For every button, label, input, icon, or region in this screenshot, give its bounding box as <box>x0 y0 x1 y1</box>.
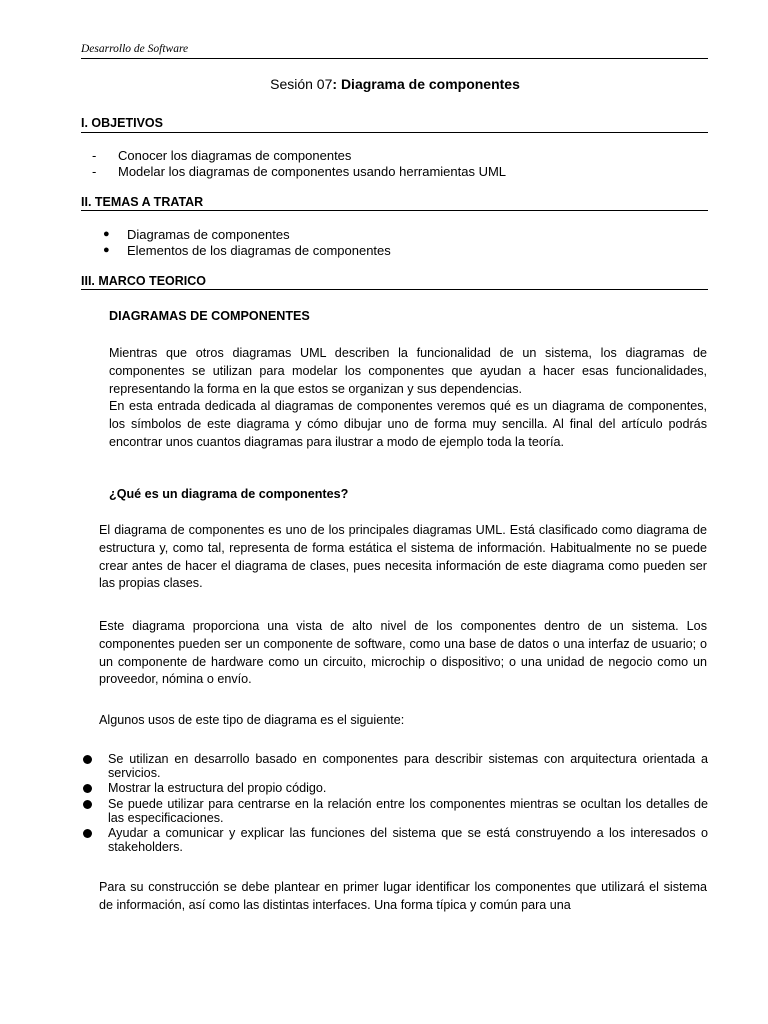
section-temas-rule <box>81 210 708 211</box>
bullet-icon <box>83 755 92 764</box>
list-item <box>92 164 506 180</box>
section-objetivos-rule <box>81 132 708 133</box>
section-marco-heading: III. MARCO TEORICO <box>81 274 206 288</box>
list-marker: - <box>92 148 97 163</box>
bullet-icon: ● <box>103 243 110 256</box>
list-item <box>103 227 391 243</box>
section-marco-rule <box>81 289 708 290</box>
bullet-icon <box>83 784 92 793</box>
list-item <box>103 243 391 259</box>
intro-paragraph-2: En esta entrada dedicada al diagramas de componentes veremos qué es un diagrama de componentes, los símbolos de este diagrama y cómo dibujar uno de forma muy sencilla. Al final del artículo podrás encontrar unos cuantos diagramas para ilustrar a modo de ejemplo toda la teoría. <box>109 399 707 449</box>
title-main: : Diagrama de componentes <box>332 76 520 92</box>
section-objetivos-heading: I. OBJETIVOS <box>81 116 163 130</box>
list-item-text: Se utilizan en desarrollo basado en componentes para describir sistemas con arquitectura orientada a servicios. <box>108 752 708 781</box>
list-item-text: Ayudar a comunicar y explicar las funciones del sistema que se está construyendo a los interesados o stakeholders. <box>108 826 708 855</box>
list-marker: - <box>92 163 97 179</box>
page-title <box>0 76 768 92</box>
section-temas-heading: II. TEMAS A TRATAR <box>81 195 204 209</box>
list-item-text: Mostrar la estructura del propio código. <box>108 781 327 796</box>
paragraph-uses-intro: Algunos usos de este tipo de diagrama es el siguiente: <box>99 713 405 727</box>
list-item-text: Se puede utilizar para centrarse en la relación entre los componentes mientras se ocultan los detalles de las especificaciones. <box>108 796 708 825</box>
paragraph-definition: El diagrama de componentes es uno de los principales diagramas UML. Está clasificado como diagrama de estructura y, como tal, representa de forma estática el sistema de información. Habitualmente no se puede crear antes de hacer el diagrama de clases, pues necesita información de este diagrama como pueden ser las propias clases. <box>99 523 707 591</box>
question-heading: ¿Qué es un diagrama de componentes? <box>109 487 349 501</box>
temas-list <box>103 227 391 258</box>
header-rule <box>81 58 708 59</box>
list-item <box>81 781 708 795</box>
list-item-text: Diagramas de componentes <box>127 227 290 242</box>
bullet-icon <box>83 800 92 809</box>
list-item-text: Modelar los diagramas de componentes usando herramientas UML <box>118 163 507 179</box>
list-item <box>92 148 506 164</box>
list-item-text: Elementos de los diagramas de componentes <box>127 242 391 258</box>
paragraph-high-level-view: Este diagrama proporciona una vista de alto nivel de los componentes dentro de un sistema. Los componentes pueden ser un componente de software, como una base de datos o una interfaz de usuario; o un componente de hardware como un circuito, microchip o dispositivo; o una unidad de negocio como un proveedor, nómina o envío. <box>99 619 707 687</box>
list-item <box>81 826 708 854</box>
bullet-icon <box>83 829 92 838</box>
list-item-text: Conocer los diagramas de componentes <box>118 148 352 163</box>
list-item <box>81 797 708 825</box>
running-header: Desarrollo de Software <box>81 43 189 55</box>
paragraph-construction: Para su construcción se debe plantear en primer lugar identificar los componentes que utilizará el sistema de información, así como las distintas interfaces. Una forma típica y común para una <box>99 880 707 912</box>
uses-list <box>81 752 708 855</box>
subheading-diagramas: DIAGRAMAS DE COMPONENTES <box>109 309 310 323</box>
intro-paragraph-1: Mientras que otros diagramas UML describen la funcionalidad de un sistema, los diagramas de componentes se utilizan para modelar los componentes que ayudan a hacer esas funcionalidades, representando la forma en la que estos se organizan y sus dependencias. <box>109 346 707 396</box>
list-item <box>81 752 708 780</box>
bullet-icon: ● <box>103 228 110 240</box>
title-prefix: Sesión 07 <box>270 76 333 92</box>
objetivos-list <box>92 148 506 179</box>
